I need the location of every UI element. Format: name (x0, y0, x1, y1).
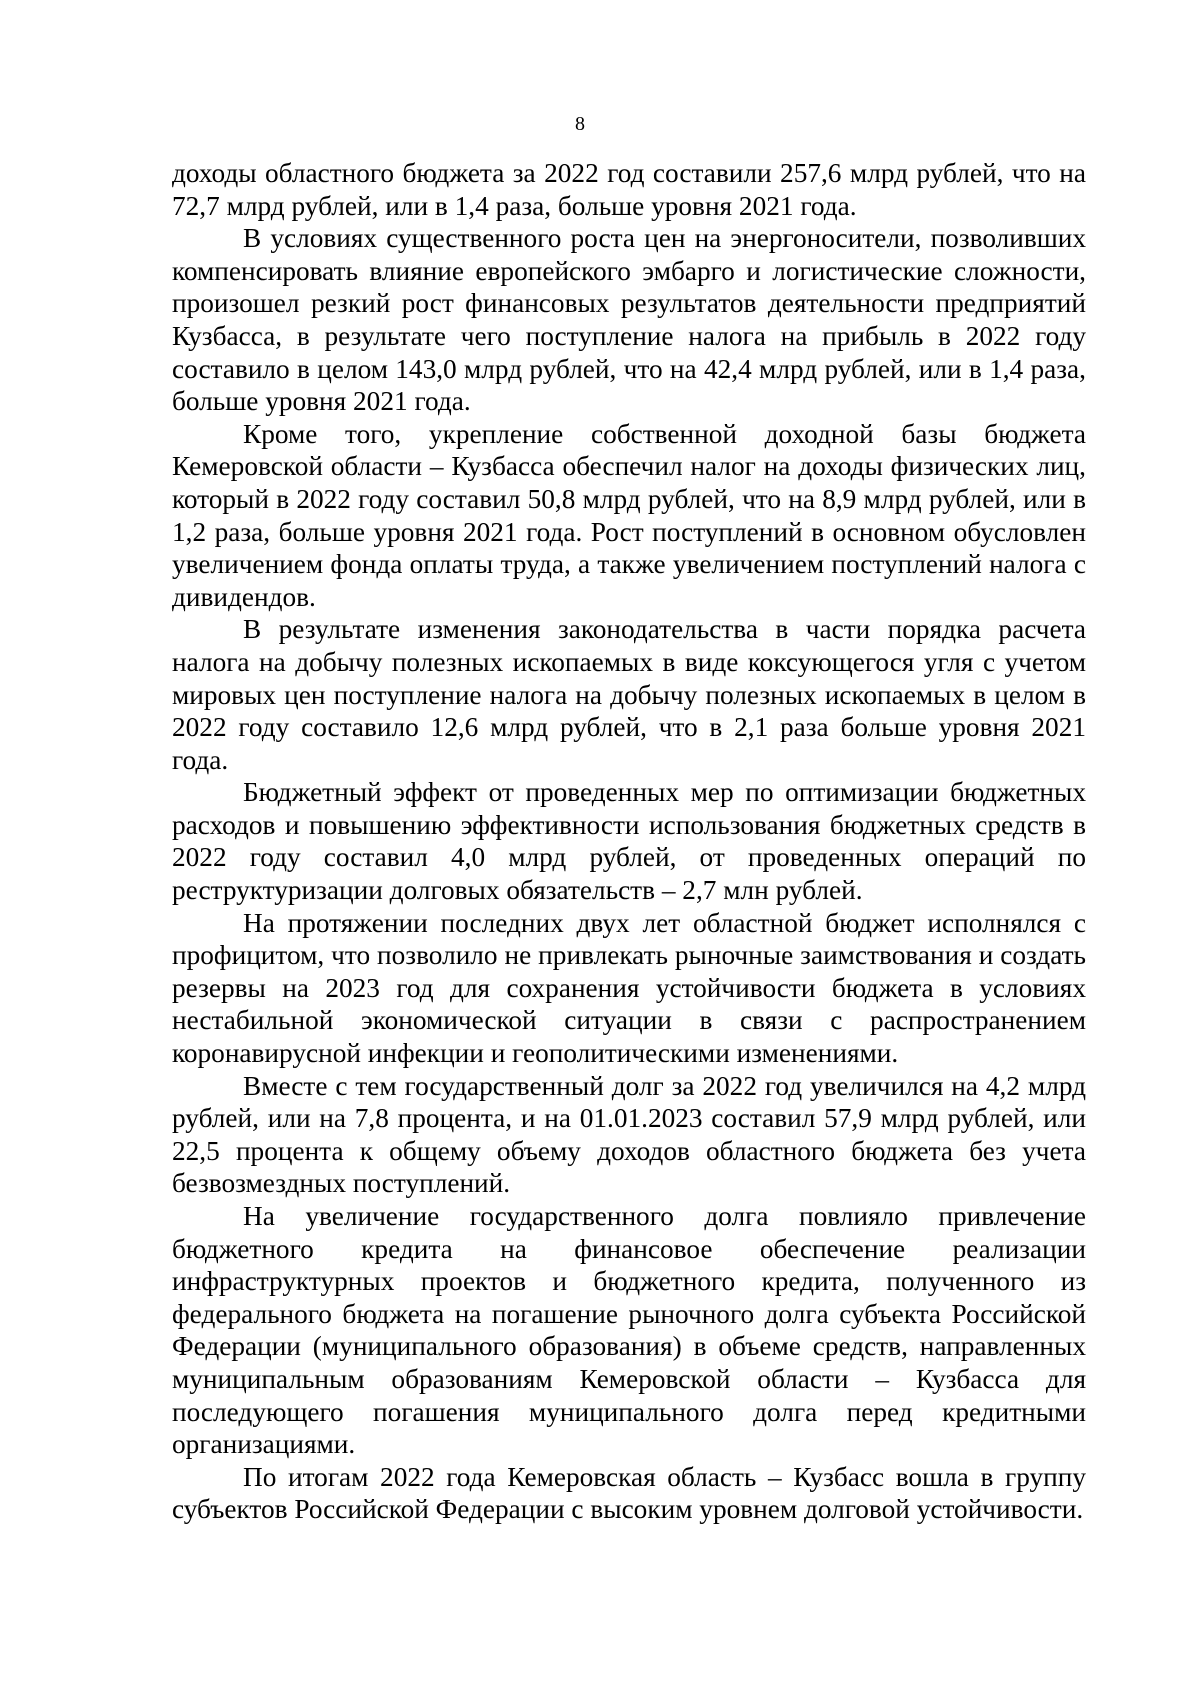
paragraph-2: В условиях существенного роста цен на энергоносители, позволивших компенсировать влияние европейского эмбарго и логистические сложности, произошел резкий рост финансовых результатов деятельности предприятий Кузбасса, в результате чего поступление налога на прибыль в 2022 году составило в целом 143,0 млрд рублей, что на 42,4 млрд рублей, или в 1,4 раза, больше уровня 2021 года. (172, 223, 1086, 417)
paragraph-5: Бюджетный эффект от проведенных мер по оптимизации бюджетных расходов и повышению эффективности использования бюджетных средств в 2022 году составил 4,0 млрд рублей, от проведенных операций по реструктуризации долговых обязательств – 2,7 млн рублей. (172, 777, 1086, 906)
paragraph-8: На увеличение государственного долга повлияло привлечение бюджетного кредита на финансовое обеспечение реализации инфраструктурных проектов и бюджетного кредита, полученного из федерального бюджета на погашение рыночного долга субъекта Российской Федерации (муниципального образования) в объеме средств, направленных муниципальным образованиям Кемеровской области – Кузбасса для последующего погашения муниципального долга перед кредитными организациями. (172, 1201, 1086, 1460)
paragraph-6: На протяжении последних двух лет областной бюджет исполнялся с профицитом, что позволило не привлекать рыночные заимствования и создать резервы на 2023 год для сохранения устойчивости бюджета в условиях нестабильной экономической ситуации в связи с распространением коронавирусной инфекции и геополитическими изменениями. (172, 907, 1086, 1069)
paragraph-4: В результате изменения законодательства в части порядка расчета налога на добычу полезных ископаемых в виде коксующегося угля с учетом мировых цен поступление налога на добычу полезных ископаемых в целом в 2022 году составило 12,6 млрд рублей, что в 2,1 раза больше уровня 2021 года. (172, 614, 1086, 775)
page-number: 8 (575, 113, 585, 135)
paragraph-3: Кроме того, укрепление собственной доходной базы бюджета Кемеровской области – Кузбасса обеспечил налог на доходы физических лиц, который в 2022 году составил 50,8 млрд рублей, что на 8,9 млрд рублей, или в 1,2 раза, больше уровня 2021 года. Рост поступлений в основном обусловлен увеличением фонда оплаты труда, а также увеличением поступлений налога с дивидендов. (172, 418, 1086, 612)
document-body (172, 157, 1086, 1526)
paragraph-1-continuation: доходы областного бюджета за 2022 год составили 257,6 млрд рублей, что на 72,7 млрд рублей, или в 1,4 раза, больше уровня 2021 года. (172, 158, 1086, 221)
paragraph-7: Вместе с тем государственный долг за 2022 год увеличился на 4,2 млрд рублей, или на 7,8 процента, и на 01.01.2023 составил 57,9 млрд рублей, или 22,5 процента к общему объему доходов областного бюджета без учета безвозмездных поступлений. (172, 1070, 1086, 1199)
paragraph-9: По итогам 2022 года Кемеровская область – Кузбасс вошла в группу субъектов Российской Федерации с высоким уровнем долговой устойчивости. (172, 1461, 1086, 1525)
